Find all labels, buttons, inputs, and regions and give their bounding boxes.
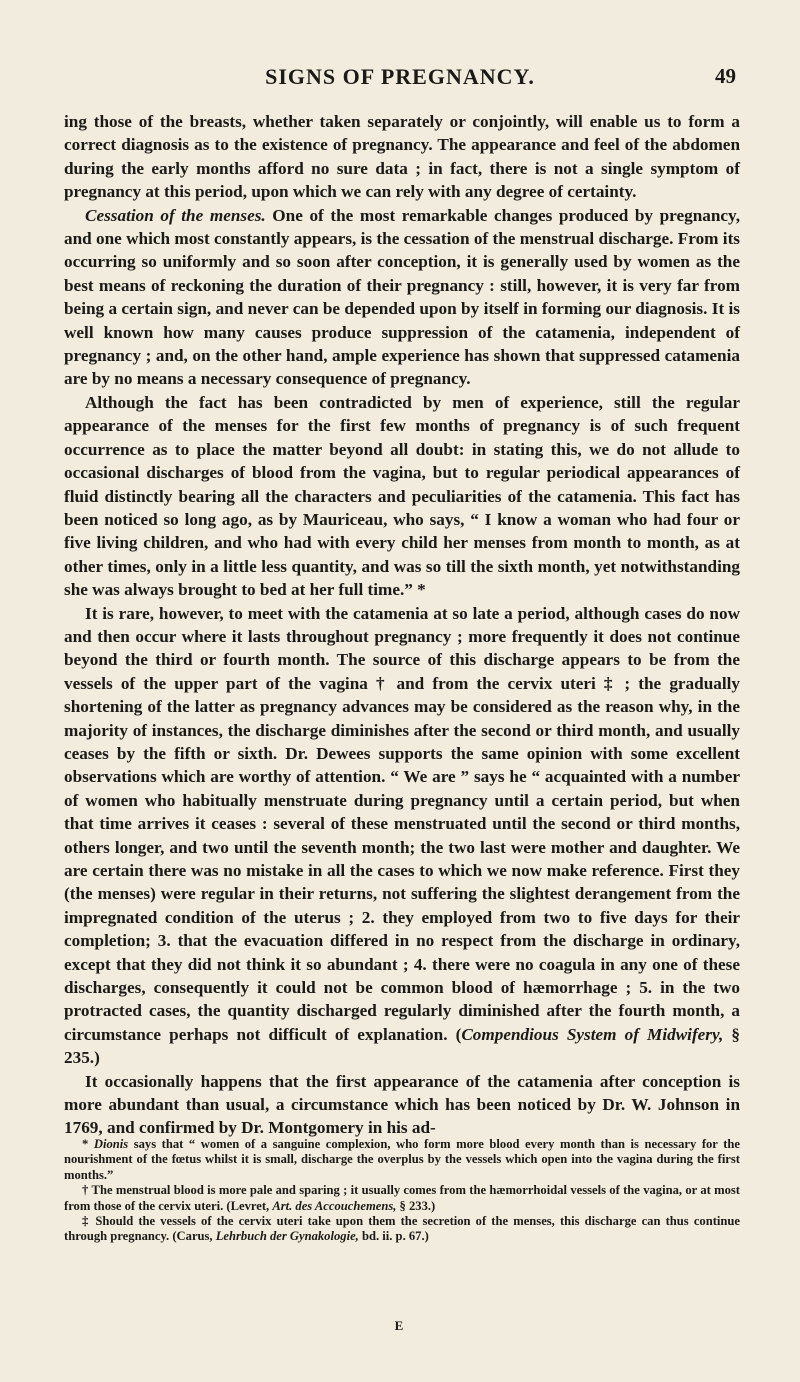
footnote-text: says that “ women of a sanguine complexion, who form more blood every month than is necessary for the nourishment of the fœtus whilst it is small, discharge the overplus by the vessels which open into the vagina during the first months.” — [64, 1137, 741, 1182]
footnote-lead: Dionis — [93, 1137, 129, 1151]
footnote-mark: * — [82, 1137, 94, 1151]
citation: Compendious System of Midwifery, — [461, 1024, 724, 1044]
paragraph — [64, 110, 740, 204]
running-title: SIGNS OF PREGNANCY. — [265, 64, 535, 89]
paragraph — [64, 204, 740, 391]
footnote-text: The menstrual blood is more pale and sparing ; it usually comes from the hæmorrhoidal vessels of the vagina, or at most from those of the cervix uteri. (Levret, — [64, 1183, 740, 1213]
main-text — [64, 110, 740, 1140]
footnote-mark: ‡ — [82, 1214, 96, 1229]
footnote-mark: † — [82, 1183, 92, 1198]
page-number: 49 — [715, 64, 736, 88]
signature-mark: E — [394, 1318, 406, 1333]
paragraph-text: One of the most remarkable changes produced by pregnancy, and one which most constantly appears, is the cessation of the menstrual discharge. From its occurring so uniformly and so soon after conception, it is generally used by women as the best means of reckoning the duration of their pregnancy : still, however, it is very far from being a certain sign, and never can be depended upon by itself in forming our diagnosis. It is well known how many causes produce suppression of the catamenia, independent of pregnancy ; and, on the other hand, ample experience has shown that suppressed catamenia are by no means a necessary consequence of pregnancy. — [64, 205, 740, 389]
footnote — [64, 1137, 740, 1183]
paragraph-text: It is rare, however, to meet with the catamenia at so late a period, although cases do now and then occur where it lasts throughout pregnancy ; more frequently it does not continue beyond the third or fourth month. The source of this discharge appears to be from the vessels of the upper part of the vagina † and from the cervix uteri ‡ ; the gradually shortening of the latter as pregnancy advances may be considered as the reason why, in the majority of instances, the discharge diminishes after the second or third month, and usually ceases by the fifth or sixth. Dr. Dewees supports the same opinion with some excellent observations which are worthy of attention. “ We are ” says he “ acquainted with a number of women who habitually menstruate during pregnancy until a certain period, but when that time arrives it ceases : several of these menstruated until the second or third months, others longer, and two until the seventh month; the two last were mother and daughter. We are certain there was no mistake in all the cases to which we now make reference. First they (the menses) were regular in their returns, not suffering the slightest derangement from the impregnated condition of the uterus ; 2. they employed from two to five days for their completion; 3. that the evacuation differed in no respect from the discharge in ordinary, except that they did not think it so abundant ; 4. there were no coagula in any one of these discharges, consequently it could not be common blood of hæmorrhage ; 5. in the two protracted cases, the quantity discharged regularly diminished after the fourth month, a circumstance perhaps not difficult of explanation. ( — [64, 603, 740, 1044]
paragraph — [64, 1070, 740, 1140]
citation: Lehrbuch der Gynakologie, — [215, 1229, 359, 1244]
side-heading: Cessation of the menses. — [85, 205, 266, 225]
paragraph-text: Although the fact has been contradicted by men of experience, still the regular appearance of the menses for the first few months of pregnancy is of such frequent occurrence as to place the matter beyond all doubt: in stating this, we do not allude to occasional discharges of blood from the vagina, but to regular periodical appearances of fluid distinctly bearing all the characters and peculiarities of the catamenia. This fact has been noticed so long ago, as by Mauriceau, who says, “ I know a woman who had four or five living children, and who had with every child her menses from month to month, as at other times, only in a little less quantity, and was so till the sixth month, yet notwithstanding she was always brought to bed at her full time.” * — [64, 392, 740, 600]
citation-tail: bd. ii. p. 67.) — [358, 1229, 429, 1244]
footnote — [64, 1183, 740, 1214]
citation-tail: § 233.) — [396, 1198, 436, 1213]
paragraph-text: ing those of the breasts, whether taken separately or conjointly, will enable us to form a correct diagnosis as to the existence of pregnancy. The appearance and feel of the abdomen during the early months afford no sure data ; in fact, there is not a single symptom of pregnancy at this period, upon which we can rely with any degree of certainty. — [64, 112, 740, 202]
running-head — [0, 64, 800, 96]
footnote — [64, 1214, 740, 1245]
citation-tail: § 235.) — [64, 1024, 740, 1068]
paragraph — [64, 602, 740, 1070]
paragraph — [64, 391, 740, 602]
citation: Art. des Accouchemens, — [272, 1198, 397, 1213]
footnotes — [64, 1137, 740, 1245]
paragraph-text: It occasionally happens that the first appearance of the catamenia after conception is more abundant than usual, a circumstance which has been noticed by Dr. W. Johnson in 1769, and confirmed by Dr. Montgomery in his ad- — [64, 1071, 740, 1138]
footnote-text: Should the vessels of the cervix uteri take upon them the secretion of the menses, this discharge can thus continue through pregnancy. (Carus, — [64, 1214, 740, 1244]
